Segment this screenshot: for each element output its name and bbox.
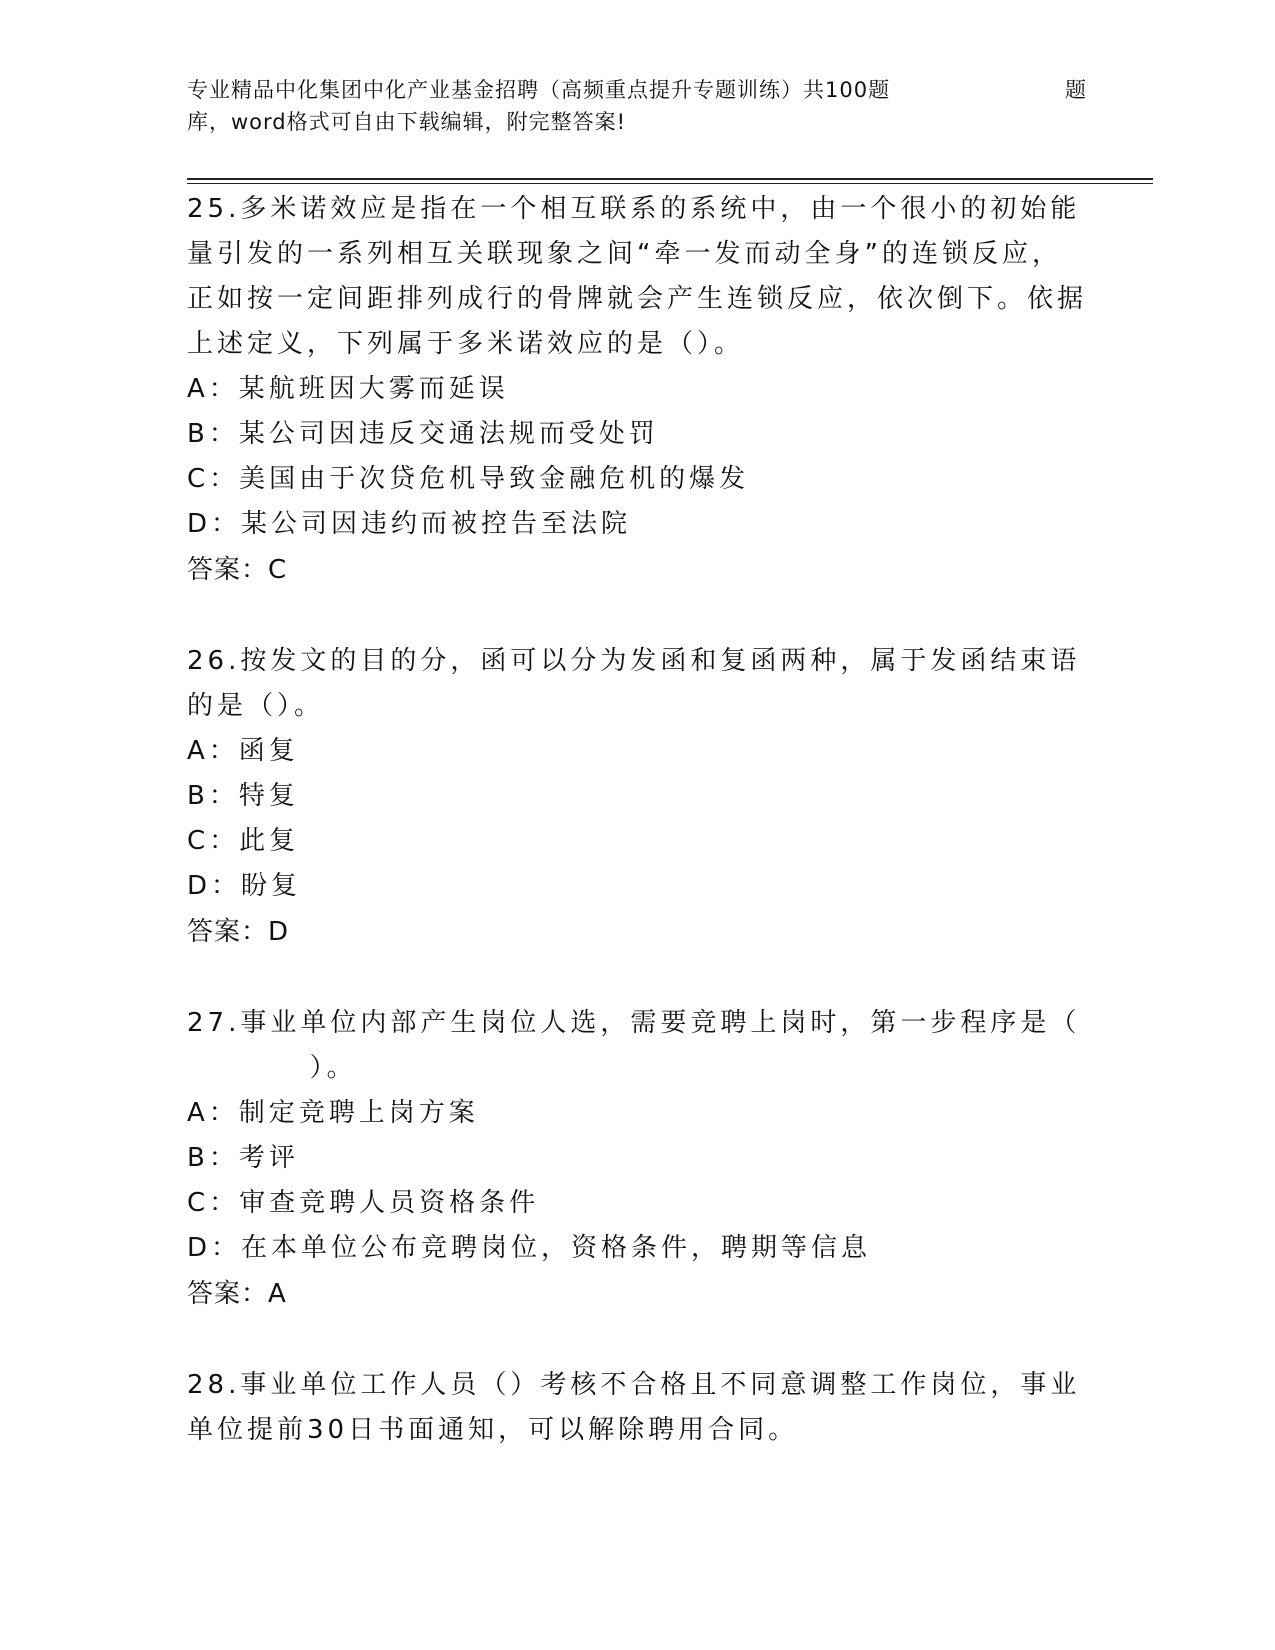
answer: 答案：A bbox=[187, 1279, 287, 1309]
question-25 bbox=[187, 187, 1087, 593]
question-text: 28.事业单位工作人员（）考核不合格且不同意调整工作岗位，事业单位提前30日书面通知，可以解除聘用合同。 bbox=[187, 1370, 1081, 1445]
question-text: 26.按发文的目的分，函可以分为发函和复函两种，属于发函结束语的是（）。 bbox=[187, 646, 1081, 721]
option-b: B：考评 bbox=[187, 1143, 299, 1173]
answer: 答案：C bbox=[187, 555, 288, 585]
answer: 答案：D bbox=[187, 917, 290, 947]
question-26 bbox=[187, 639, 1087, 955]
option-a: A：某航班因大雾而延误 bbox=[187, 374, 509, 404]
option-b: B：某公司因违反交通法规而受处罚 bbox=[187, 419, 659, 449]
header-divider-thick bbox=[187, 178, 1153, 180]
option-b: B：特复 bbox=[187, 781, 299, 811]
question-text: 25.多米诺效应是指在一个相互联系的系统中，由一个很小的初始能量引发的一系列相互关联现象之间“牵一发而动全身”的连锁反应，正如按一定间距排列成行的骨牌就会产生连锁反应，依次倒下。依据上述定义，下列属于多米诺效应的是（）。 bbox=[187, 194, 1088, 359]
option-a: A：函复 bbox=[187, 736, 299, 766]
option-d: D：某公司因违约而被控告至法院 bbox=[187, 509, 632, 539]
question-list bbox=[187, 187, 1087, 1453]
question-28 bbox=[187, 1363, 1087, 1453]
question-text: 27.事业单位内部产生岗位人选，需要竞聘上岗时，第一步程序是（ ）。 bbox=[187, 1008, 1081, 1083]
option-c: C：审查竞聘人员资格条件 bbox=[187, 1188, 540, 1218]
option-c: C：美国由于次贷危机导致金融危机的爆发 bbox=[187, 464, 750, 494]
header-title-wrap: 题 bbox=[1065, 78, 1087, 102]
question-27 bbox=[187, 1001, 1087, 1317]
option-d: D：盼复 bbox=[187, 871, 302, 901]
header-title: 专业精品中化集团中化产业基金招聘（高频重点提升专题训练）共100题 bbox=[187, 78, 891, 102]
option-c: C：此复 bbox=[187, 826, 300, 856]
page-header bbox=[187, 74, 1087, 138]
option-d: D：在本单位公布竞聘岗位，资格条件，聘期等信息 bbox=[187, 1233, 872, 1263]
header-subtitle: 库，word格式可自由下载编辑，附完整答案! bbox=[187, 110, 627, 134]
option-a: A：制定竞聘上岗方案 bbox=[187, 1098, 479, 1128]
header-divider-thin bbox=[187, 183, 1153, 184]
header-line-1 bbox=[187, 74, 1087, 106]
